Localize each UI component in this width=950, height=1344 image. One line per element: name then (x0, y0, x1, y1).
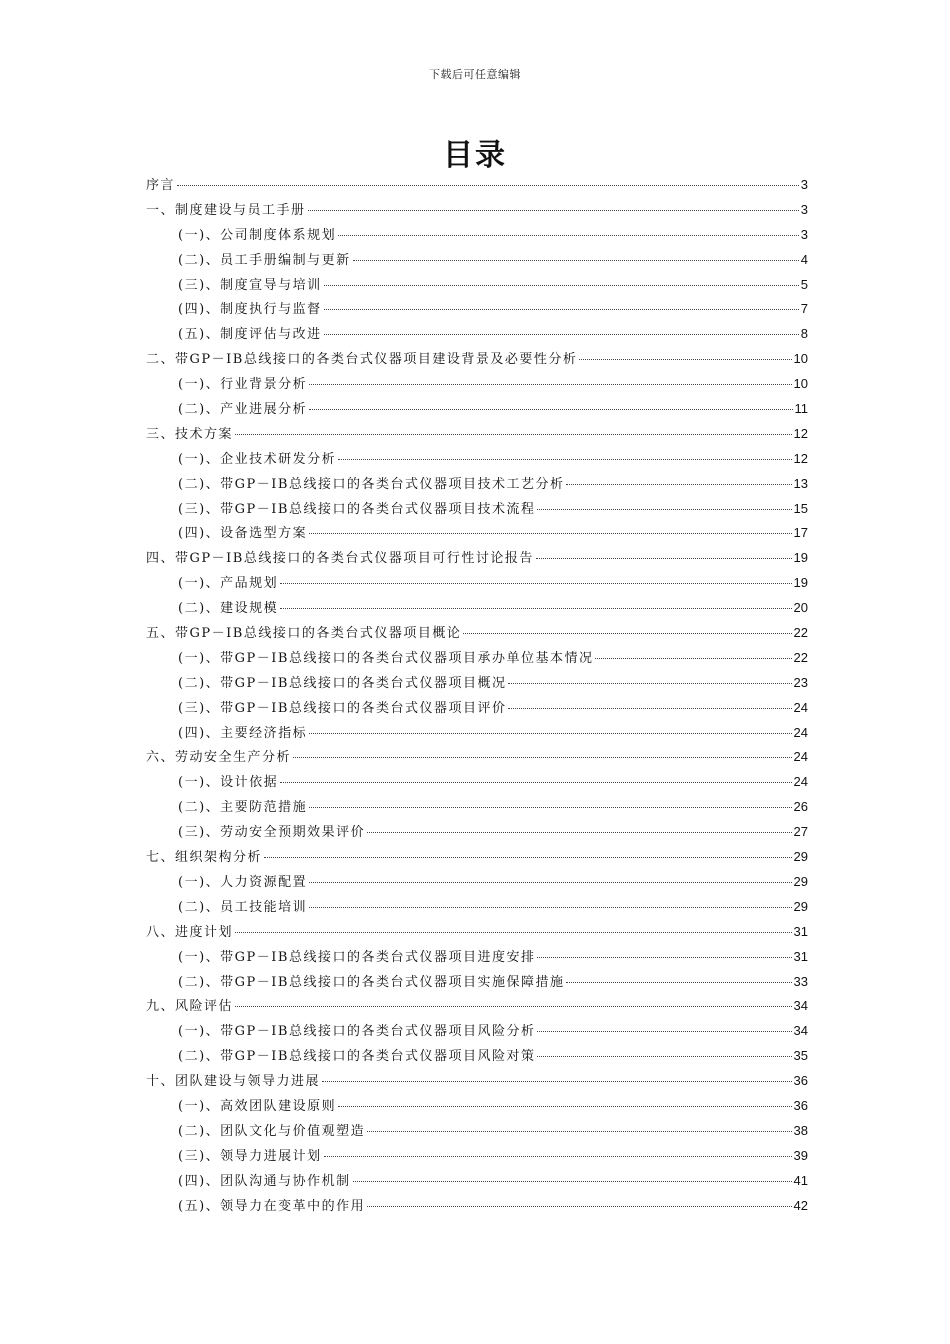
toc-entry-page: 13 (793, 475, 808, 491)
toc-entry[interactable] (146, 298, 808, 323)
toc-entry-page: 12 (793, 425, 808, 441)
toc-entry-page: 22 (793, 625, 808, 641)
toc-entry-text: (一)、设计依据 (178, 775, 279, 791)
toc-entry-text: (二)、产业进展分析 (178, 402, 308, 418)
toc-title: 目录 (443, 138, 507, 173)
dot-leader (309, 882, 791, 883)
toc-entry-page: 36 (793, 1097, 808, 1113)
toc-entry-page: 34 (793, 998, 808, 1014)
toc-entry[interactable] (146, 398, 808, 423)
dot-leader (324, 309, 799, 310)
toc-entry-text: (二)、带GP－IB总线接口的各类台式仪器项目实施保障措施 (178, 974, 565, 990)
dot-leader (235, 434, 792, 435)
toc-entry[interactable] (146, 224, 808, 249)
toc-entry-page: 24 (793, 724, 808, 740)
toc-entry-text: (一)、产品规划 (178, 576, 279, 592)
dot-leader (309, 409, 792, 410)
toc-entry-text: (一)、公司制度体系规划 (178, 227, 337, 243)
toc-entry[interactable] (146, 448, 808, 473)
toc-entry[interactable] (146, 423, 808, 448)
toc-entry-text: 三、技术方案 (146, 426, 234, 442)
toc-entry[interactable] (146, 1070, 808, 1095)
toc-entry[interactable] (146, 249, 808, 274)
dot-leader (508, 708, 791, 709)
toc-entry-page: 24 (793, 749, 808, 765)
toc-entry-text: (四)、设备选型方案 (178, 526, 308, 542)
toc-entry-text: 六、劳动安全生产分析 (146, 750, 292, 766)
dot-leader (309, 533, 791, 534)
toc-entry-page: 24 (793, 774, 808, 790)
toc-entry-text: 序言 (146, 178, 176, 193)
toc-entry-page: 19 (793, 575, 808, 591)
dot-leader (264, 857, 792, 858)
toc-entry-text: (三)、带GP－IB总线接口的各类台式仪器项目技术流程 (178, 501, 536, 517)
table-of-contents (146, 174, 808, 1219)
toc-entry-page: 8 (800, 326, 808, 342)
toc-entry[interactable] (146, 896, 808, 921)
dot-leader (537, 1031, 791, 1032)
dot-leader (367, 1206, 791, 1207)
toc-entry[interactable] (146, 1120, 808, 1145)
dot-leader (309, 907, 791, 908)
dot-leader (177, 185, 799, 186)
toc-entry-page: 20 (793, 600, 808, 616)
toc-entry[interactable] (146, 1020, 808, 1045)
dot-leader (367, 832, 791, 833)
dot-leader (324, 1156, 792, 1157)
toc-entry-text: (一)、带GP－IB总线接口的各类台式仪器项目风险分析 (178, 1024, 536, 1040)
dot-leader (595, 658, 791, 659)
dot-leader (537, 957, 791, 958)
toc-entry[interactable] (146, 348, 808, 373)
toc-entry-page: 17 (793, 525, 808, 541)
toc-entry[interactable] (146, 323, 808, 348)
toc-entry[interactable] (146, 672, 808, 697)
toc-entry-page: 41 (793, 1172, 808, 1188)
dot-leader (566, 982, 791, 983)
toc-entry-page: 38 (793, 1122, 808, 1138)
toc-entry[interactable] (146, 846, 808, 871)
toc-entry-page: 31 (793, 923, 808, 939)
toc-entry[interactable] (146, 199, 808, 224)
toc-entry-text: (二)、带GP－IB总线接口的各类台式仪器项目风险对策 (178, 1049, 536, 1065)
dot-leader (536, 558, 792, 559)
toc-entry-page: 24 (793, 699, 808, 715)
toc-entry-text: 七、组织架构分析 (146, 850, 263, 866)
toc-entry-page: 19 (793, 550, 808, 566)
toc-entry-page: 26 (793, 799, 808, 815)
toc-entry[interactable] (146, 498, 808, 523)
toc-entry-page: 10 (793, 351, 808, 367)
toc-entry[interactable] (146, 796, 808, 821)
toc-entry-text: (四)、制度执行与监督 (178, 302, 322, 318)
dot-leader (338, 459, 791, 460)
toc-entry-text: (二)、员工技能培训 (178, 899, 308, 915)
dot-leader (235, 932, 792, 933)
toc-entry-text: (一)、高效团队建设原则 (178, 1098, 337, 1114)
toc-entry[interactable] (146, 995, 808, 1020)
toc-entry-text: (二)、带GP－IB总线接口的各类台式仪器项目概况 (178, 675, 507, 691)
dot-leader (537, 509, 791, 510)
toc-entry-page: 42 (793, 1197, 808, 1213)
dot-leader (235, 1006, 792, 1007)
dot-leader (280, 583, 791, 584)
toc-entry-text: (二)、带GP－IB总线接口的各类台式仪器项目技术工艺分析 (178, 476, 565, 492)
toc-entry-text: 九、风险评估 (146, 999, 234, 1015)
toc-entry[interactable] (146, 174, 808, 199)
dot-leader (293, 757, 792, 758)
toc-entry-page: 29 (793, 898, 808, 914)
dot-leader (309, 807, 791, 808)
toc-entry-text: (二)、建设规模 (178, 601, 279, 617)
toc-entry[interactable] (146, 771, 808, 796)
toc-entry[interactable] (146, 871, 808, 896)
toc-entry-text: (二)、主要防范措施 (178, 800, 308, 816)
toc-entry[interactable] (146, 597, 808, 622)
toc-entry-text: (二)、员工手册编制与更新 (178, 252, 351, 268)
toc-entry-text: (一)、带GP－IB总线接口的各类台式仪器项目承办单位基本情况 (178, 650, 594, 666)
dot-leader (508, 683, 791, 684)
toc-entry[interactable] (146, 746, 808, 771)
toc-entry-page: 7 (800, 301, 808, 317)
toc-entry-text: (一)、人力资源配置 (178, 874, 308, 890)
toc-entry-page: 23 (793, 674, 808, 690)
toc-entry[interactable] (146, 622, 808, 647)
dot-leader (280, 782, 791, 783)
toc-entry-page: 5 (800, 276, 808, 292)
toc-entry-page: 39 (793, 1147, 808, 1163)
toc-entry-text: 十、团队建设与领导力进展 (146, 1074, 321, 1090)
toc-entry[interactable] (146, 1095, 808, 1120)
toc-entry-page: 29 (793, 849, 808, 865)
toc-entry-text: (四)、主要经济指标 (178, 725, 308, 741)
toc-entry-page: 10 (793, 376, 808, 392)
toc-entry-text: 八、进度计划 (146, 924, 234, 940)
dot-leader (353, 1181, 792, 1182)
toc-entry-page: 3 (800, 201, 808, 217)
toc-entry-page: 35 (793, 1048, 808, 1064)
toc-entry-text: (一)、企业技术研发分析 (178, 451, 337, 467)
toc-entry-text: (四)、团队沟通与协作机制 (178, 1173, 351, 1189)
toc-entry-text: 四、带GP－IB总线接口的各类台式仪器项目可行性讨论报告 (146, 551, 534, 567)
toc-entry[interactable] (146, 522, 808, 547)
dot-leader (322, 1081, 792, 1082)
toc-entry[interactable] (146, 921, 808, 946)
toc-entry-text: (三)、制度宣导与培训 (178, 277, 322, 293)
toc-entry[interactable] (146, 1045, 808, 1070)
toc-entry[interactable] (146, 1170, 808, 1195)
toc-entry[interactable] (146, 722, 808, 747)
toc-entry[interactable] (146, 647, 808, 672)
toc-entry-text: (五)、领导力在变革中的作用 (178, 1198, 366, 1214)
toc-entry-page: 3 (800, 226, 808, 242)
dot-leader (566, 484, 791, 485)
toc-entry-page: 33 (793, 973, 808, 989)
toc-entry-page: 27 (793, 824, 808, 840)
toc-entry-page: 15 (793, 500, 808, 516)
toc-entry-page: 12 (793, 450, 808, 466)
dot-leader (463, 633, 791, 634)
dot-leader (309, 733, 791, 734)
toc-entry[interactable] (146, 821, 808, 846)
dot-leader (353, 260, 799, 261)
toc-entry-page: 29 (793, 873, 808, 889)
toc-entry-page: 34 (793, 1023, 808, 1039)
toc-entry[interactable] (146, 473, 808, 498)
dot-leader (367, 1131, 791, 1132)
toc-entry-text: (五)、制度评估与改进 (178, 327, 322, 343)
toc-entry-text: (一)、带GP－IB总线接口的各类台式仪器项目进度安排 (178, 949, 536, 965)
dot-leader (338, 235, 799, 236)
toc-entry[interactable] (146, 971, 808, 996)
toc-entry[interactable] (146, 547, 808, 572)
toc-entry[interactable] (146, 946, 808, 971)
toc-entry-text: (二)、团队文化与价值观塑造 (178, 1123, 366, 1139)
dot-leader (309, 384, 791, 385)
header-note: 下载后可任意编辑 (429, 68, 521, 81)
dot-leader (338, 1106, 791, 1107)
toc-entry-page: 36 (793, 1073, 808, 1089)
dot-leader (537, 1056, 791, 1057)
dot-leader (280, 608, 791, 609)
toc-entry-text: 二、带GP－IB总线接口的各类台式仪器项目建设背景及必要性分析 (146, 352, 578, 368)
toc-entry-text: (三)、带GP－IB总线接口的各类台式仪器项目评价 (178, 700, 507, 716)
dot-leader (324, 285, 799, 286)
toc-entry-text: 五、带GP－IB总线接口的各类台式仪器项目概论 (146, 626, 462, 642)
toc-entry[interactable] (146, 274, 808, 299)
toc-entry[interactable] (146, 572, 808, 597)
toc-entry[interactable] (146, 1195, 808, 1220)
toc-entry-page: 4 (800, 251, 808, 267)
toc-entry-page: 11 (794, 401, 808, 417)
toc-entry[interactable] (146, 697, 808, 722)
toc-entry-page: 22 (793, 649, 808, 665)
dot-leader (324, 334, 799, 335)
toc-entry-text: (一)、行业背景分析 (178, 377, 308, 393)
dot-leader (308, 210, 799, 211)
toc-entry-page: 3 (800, 177, 808, 192)
toc-entry[interactable] (146, 1145, 808, 1170)
toc-entry[interactable] (146, 373, 808, 398)
toc-entry-page: 31 (793, 948, 808, 964)
toc-entry-text: (三)、劳动安全预期效果评价 (178, 825, 366, 841)
toc-entry-text: 一、制度建设与员工手册 (146, 202, 306, 218)
dot-leader (579, 359, 791, 360)
toc-entry-text: (三)、领导力进展计划 (178, 1148, 322, 1164)
